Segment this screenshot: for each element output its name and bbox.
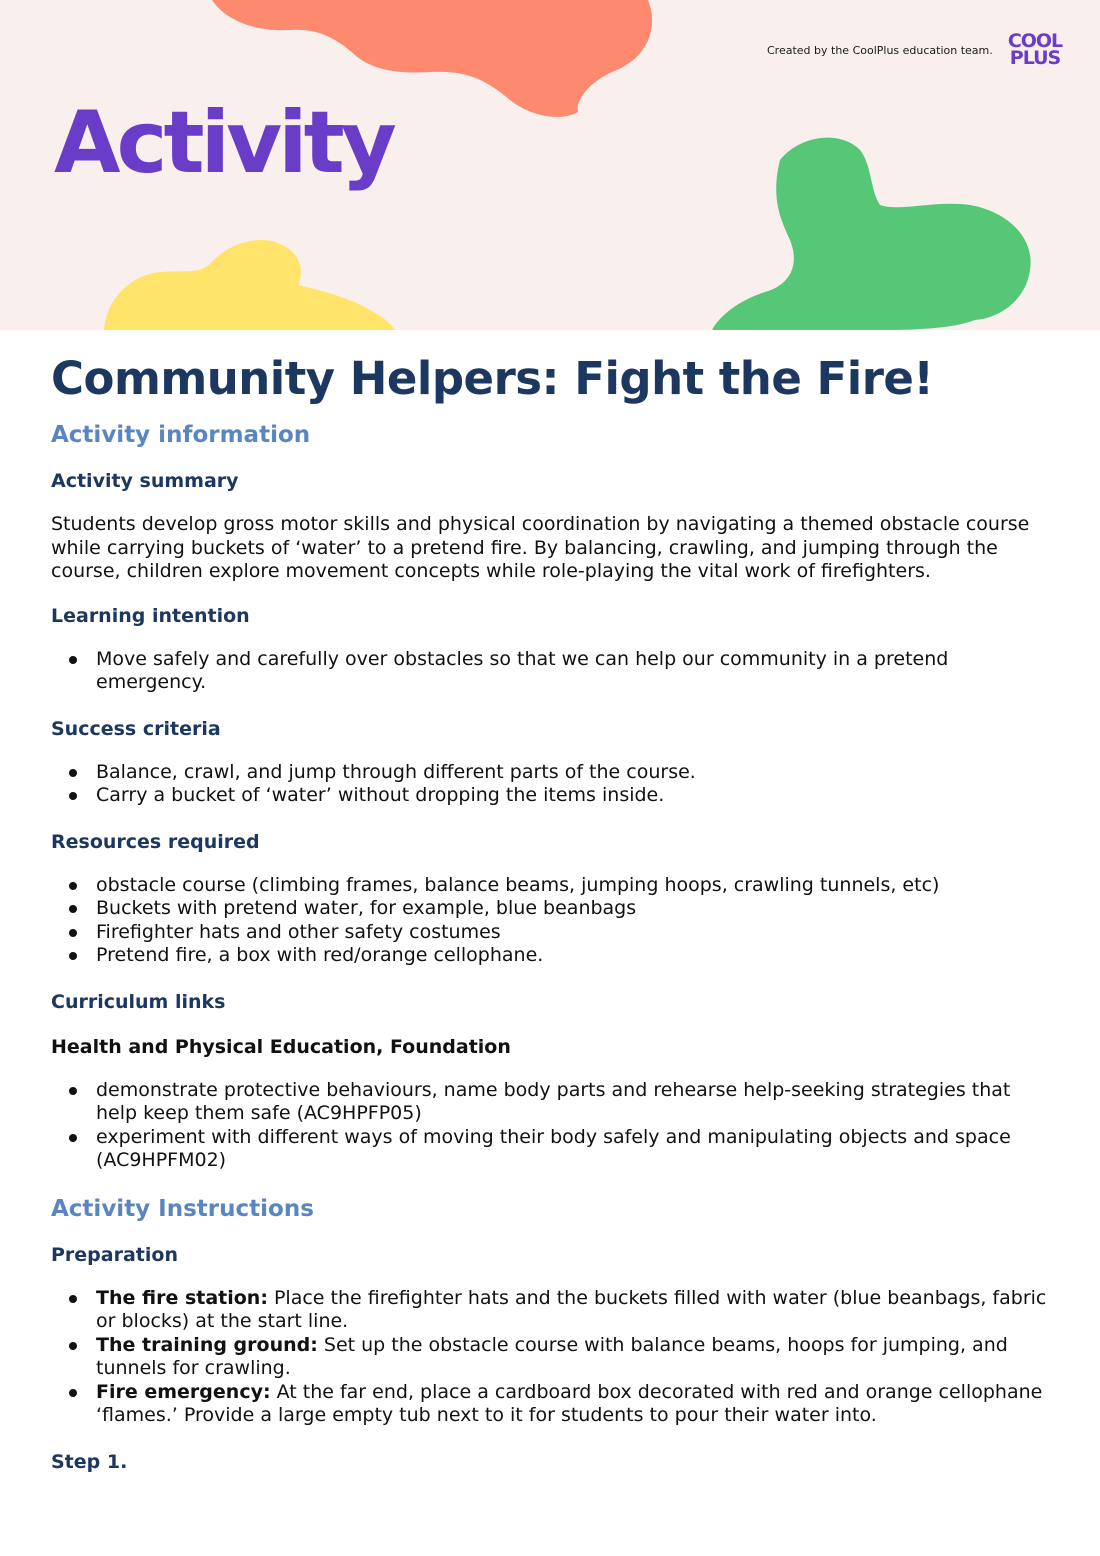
green-blob xyxy=(712,138,1031,330)
curriculum-subheading: Health and Physical Education, Foundation xyxy=(51,1035,511,1058)
activity-information-heading: Activity information xyxy=(51,422,311,448)
coolplus-logo xyxy=(1002,30,1068,73)
list-item: Pretend fire, a box with red/orange cellophane. xyxy=(51,944,1051,968)
logo-line-1: COOL xyxy=(1007,30,1063,52)
resources-required-heading: Resources required xyxy=(51,830,260,853)
list-item: Buckets with pretend water, for example, blue beanbags xyxy=(51,897,1051,921)
resources-list xyxy=(51,874,1051,968)
list-item xyxy=(51,1334,1051,1381)
document-body xyxy=(51,348,1051,1475)
item-text: Set up the obstacle course with balance beams, hoops for jumping, and tunnels for crawling. xyxy=(96,1333,1008,1379)
yellow-blob xyxy=(104,240,395,330)
activity-summary-text: Students develop gross motor skills and physical coordination by navigating a themed obstacle course while carrying buckets of ‘water’ to a pretend fire. By balancing, crawling, and jumping through the course, children explore movement concepts while role-playing the vital work of firefighters. xyxy=(51,513,1030,582)
list-item: experiment with different ways of moving their body safely and manipulating objects and space (AC9HPFM02) xyxy=(51,1126,1051,1173)
list-item: Move safely and carefully over obstacles so that we can help our community in a pretend emergency. xyxy=(51,648,1051,695)
curriculum-links-heading: Curriculum links xyxy=(51,990,226,1013)
list-item: demonstrate protective behaviours, name body parts and rehearse help-seeking strategies that help keep them safe (AC9HPFP05) xyxy=(51,1079,1051,1126)
list-item: Firefighter hats and other safety costumes xyxy=(51,921,1051,945)
curriculum-list xyxy=(51,1079,1051,1173)
learning-intention-list xyxy=(51,648,1051,695)
item-label: The training ground: xyxy=(96,1333,318,1356)
page-title: Community Helpers: Fight the Fire! xyxy=(51,352,934,405)
list-item: Balance, crawl, and jump through different parts of the course. xyxy=(51,761,1051,785)
preparation-heading: Preparation xyxy=(51,1243,178,1266)
list-item xyxy=(51,1381,1051,1428)
activity-summary-heading: Activity summary xyxy=(51,470,239,492)
list-item: Carry a bucket of ‘water’ without dropping the items inside. xyxy=(51,784,1051,808)
credit-text: Created by the CoolPlus education team. xyxy=(767,44,993,57)
step-1-heading: Step 1. xyxy=(51,1450,128,1473)
item-text: At the far end, place a cardboard box decorated with red and orange cellophane ‘flames.’ Provide a large empty tub next to it for students to pour their water into. xyxy=(96,1380,1043,1426)
list-item xyxy=(51,1287,1051,1334)
item-text: Place the firefighter hats and the buckets filled with water (blue beanbags, fabric or blocks) at the start line. xyxy=(96,1286,1047,1332)
learning-intention-heading: Learning intention xyxy=(51,604,250,627)
item-label: Fire emergency: xyxy=(96,1380,271,1403)
success-criteria-list xyxy=(51,761,1051,808)
header-banner xyxy=(0,0,1100,330)
logo-line-2: PLUS xyxy=(1009,47,1061,69)
activity-label: Activity xyxy=(54,93,393,193)
preparation-list xyxy=(51,1287,1051,1428)
list-item: obstacle course (climbing frames, balance beams, jumping hoops, crawling tunnels, etc) xyxy=(51,874,1051,898)
item-label: The fire station: xyxy=(96,1286,268,1309)
activity-instructions-heading: Activity Instructions xyxy=(51,1195,314,1222)
success-criteria-heading: Success criteria xyxy=(51,717,221,740)
